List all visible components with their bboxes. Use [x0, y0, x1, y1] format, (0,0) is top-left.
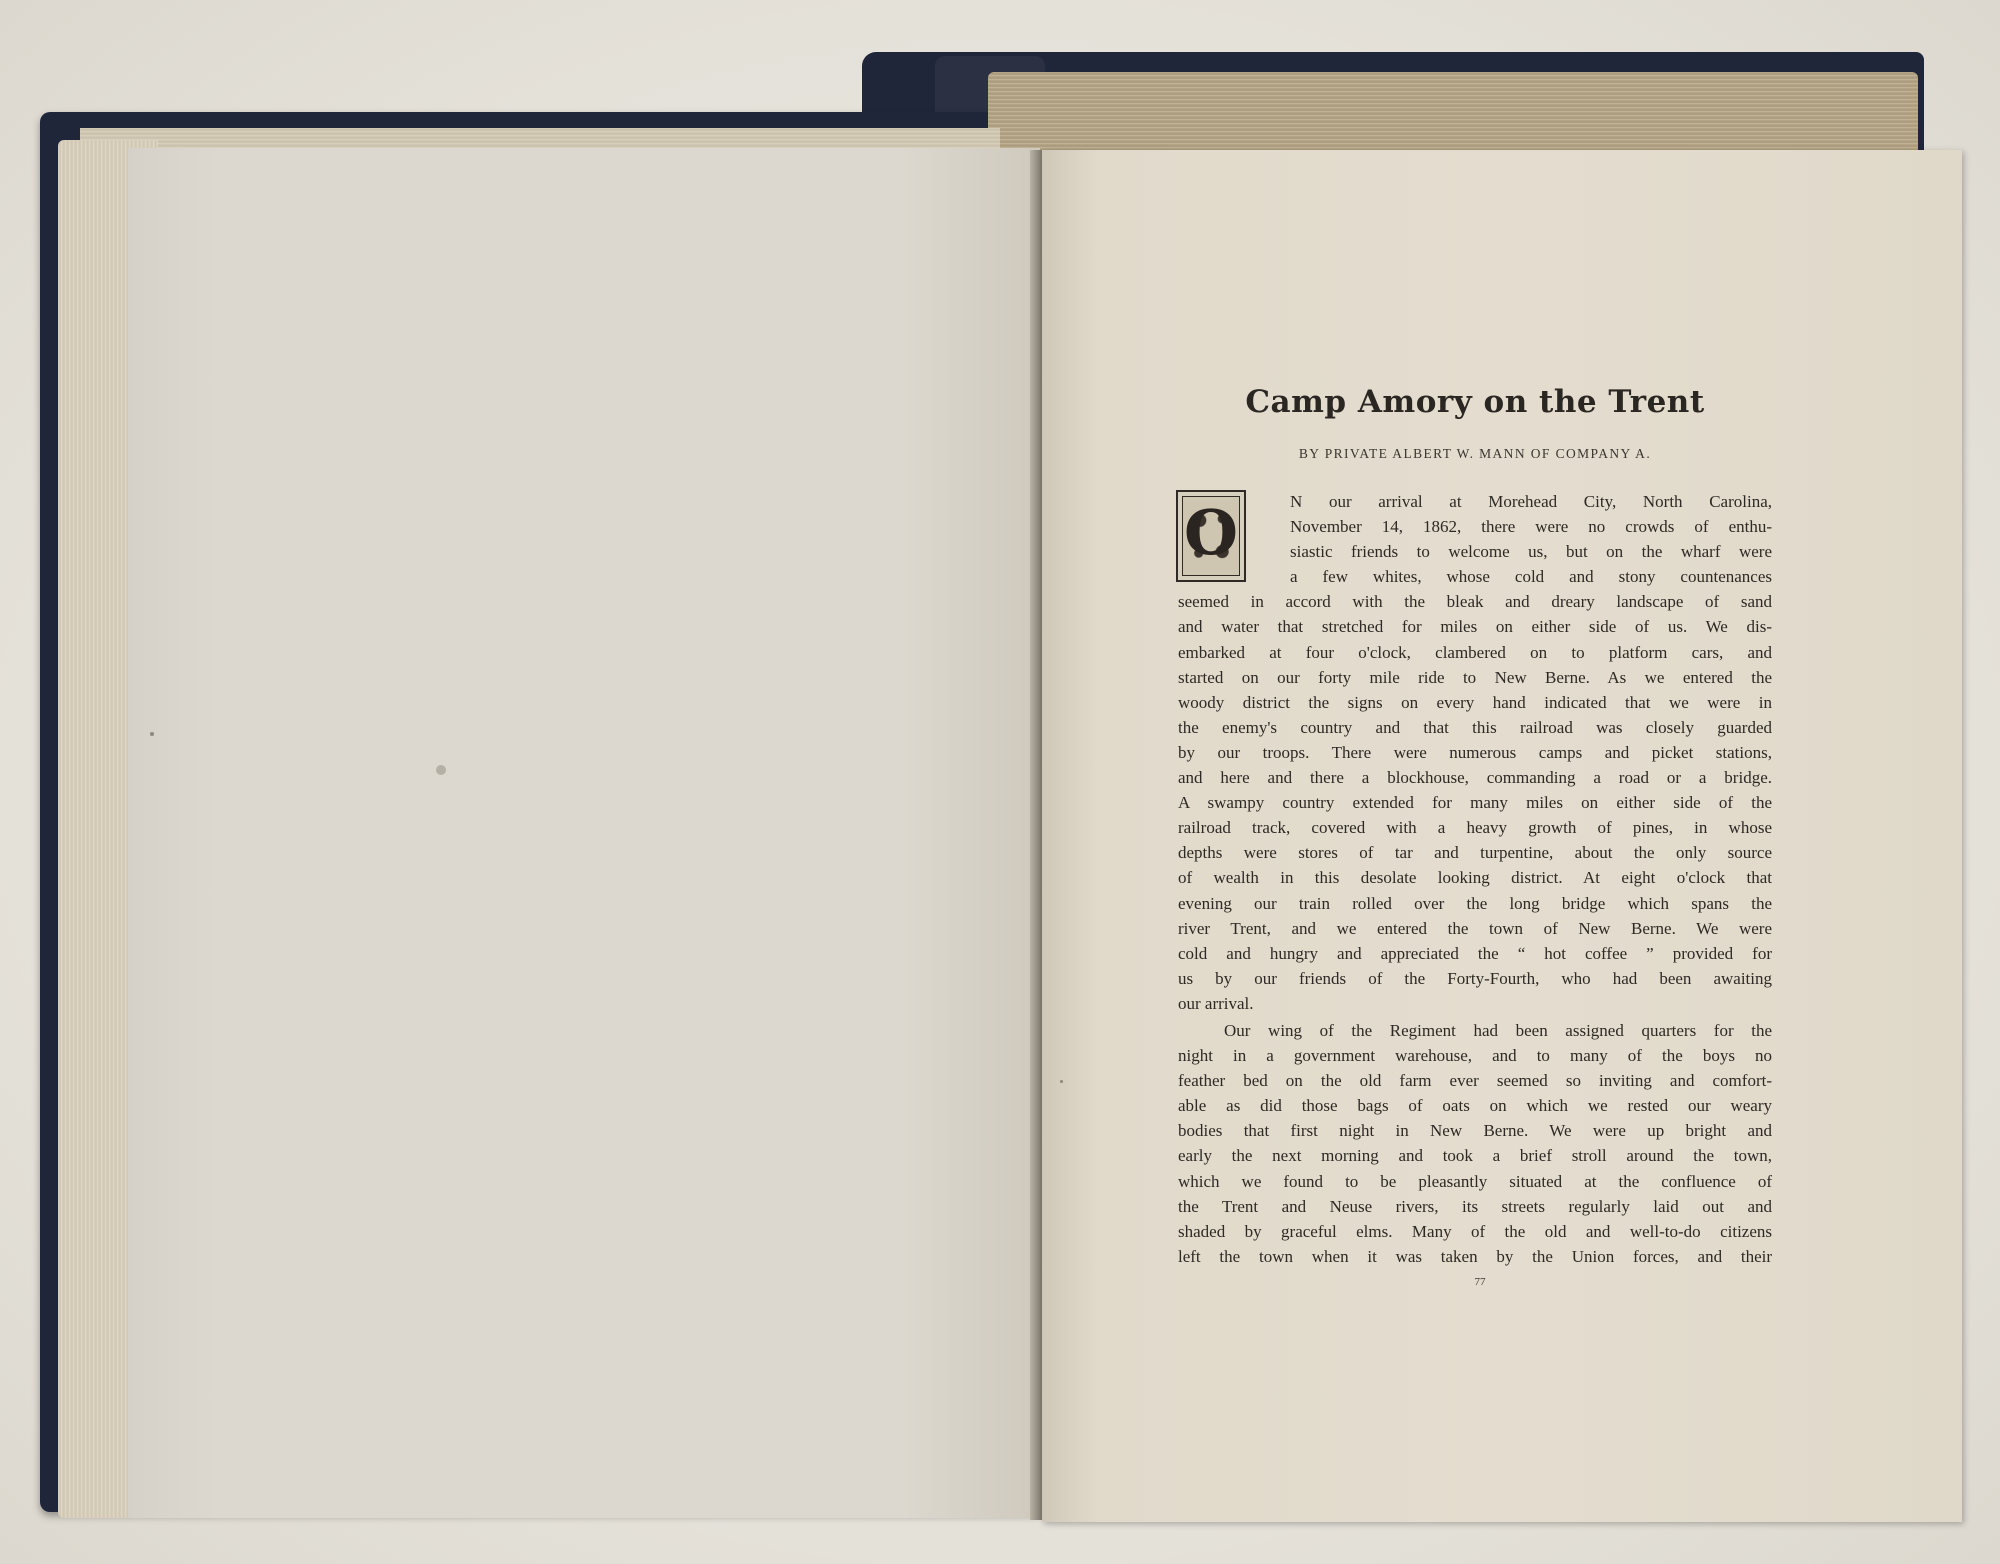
text-line: bodies that first night in New Berne. We were up bright and: [1178, 1121, 1772, 1141]
text-line: the Trent and Neuse rivers, its streets regularly laid out and: [1178, 1196, 1772, 1216]
text-line: siastic friends to welcome us, but on the wharf were: [1290, 542, 1772, 562]
text-line: by our troops. There were numerous camps and picket stations,: [1178, 742, 1772, 762]
page-top-edge-left: [80, 128, 1000, 150]
text-line: early the next morning and took a brief stroll around the town,: [1178, 1146, 1772, 1166]
text-line: us by our friends of the Forty-Fourth, who had been awaiting: [1178, 968, 1772, 988]
drop-cap-letter: O: [1183, 496, 1238, 569]
text-line: the enemy's country and that this railroad was closely guarded: [1178, 717, 1772, 737]
paper-speck: [436, 765, 446, 775]
paper-speck: [1060, 1080, 1063, 1083]
text-line: embarked at four o'clock, clambered on to platform cars, and: [1178, 642, 1772, 662]
text-line: of wealth in this desolate looking district. At eight o'clock that: [1178, 868, 1772, 888]
text-line: woody district the signs on every hand indicated that we were in: [1178, 692, 1772, 712]
text-line: able as did those bags of oats on which we rested our weary: [1178, 1096, 1772, 1116]
paper-speck: [150, 732, 154, 736]
text-line: shaded by graceful elms. Many of the old and well-to-do citizens: [1178, 1221, 1772, 1241]
text-line: N our arrival at Morehead City, North Carolina,: [1290, 492, 1772, 511]
text-line: Our wing of the Regiment had been assigned quarters for the: [1224, 1020, 1772, 1040]
chapter-byline: BY PRIVATE ALBERT W. MANN OF COMPANY A.: [1298, 446, 1652, 461]
text-line: seemed in accord with the bleak and dreary landscape of sand: [1178, 592, 1772, 612]
text-line: river Trent, and we entered the town of New Berne. We were: [1178, 918, 1772, 938]
text-line: our arrival.: [1178, 993, 1254, 1013]
text-line: feather bed on the old farm ever seemed so inviting and comfort-: [1178, 1071, 1772, 1091]
left-page-blank: [128, 148, 1040, 1518]
text-line: cold and hungry and appreciated the “ hot coffee ” provided for: [1178, 943, 1772, 963]
text-line: night in a government warehouse, and to many of the boys no: [1178, 1046, 1772, 1066]
text-line: and here and there a blockhouse, commanding a road or a bridge.: [1178, 768, 1772, 788]
text-line: a few whites, whose cold and stony countenances: [1290, 567, 1772, 587]
text-line: which we found to be pleasantly situated at the confluence of: [1178, 1171, 1772, 1191]
text-line: left the town when it was taken by the Union forces, and their: [1178, 1246, 1772, 1266]
text-line: railroad track, covered with a heavy growth of pines, in whose: [1178, 818, 1772, 838]
chapter-title: Camp Amory on the Trent: [1245, 384, 1705, 420]
text-line: and water that stretched for miles on either side of us. We dis-: [1178, 617, 1772, 637]
text-line: evening our train rolled over the long bridge which spans the: [1178, 893, 1772, 913]
text-line: depths were stores of tar and turpentine, about the only source: [1178, 843, 1772, 863]
page-number: 77: [1474, 1276, 1486, 1288]
text-line: started on our forty mile ride to New Berne. As we entered the: [1178, 667, 1772, 687]
text-line: November 14, 1862, there were no crowds of enthu-: [1290, 517, 1772, 537]
page-top-edge-right: [988, 72, 1918, 152]
text-line: A swampy country extended for many miles on either side of the: [1178, 793, 1772, 813]
body-text: [1178, 489, 1772, 1269]
